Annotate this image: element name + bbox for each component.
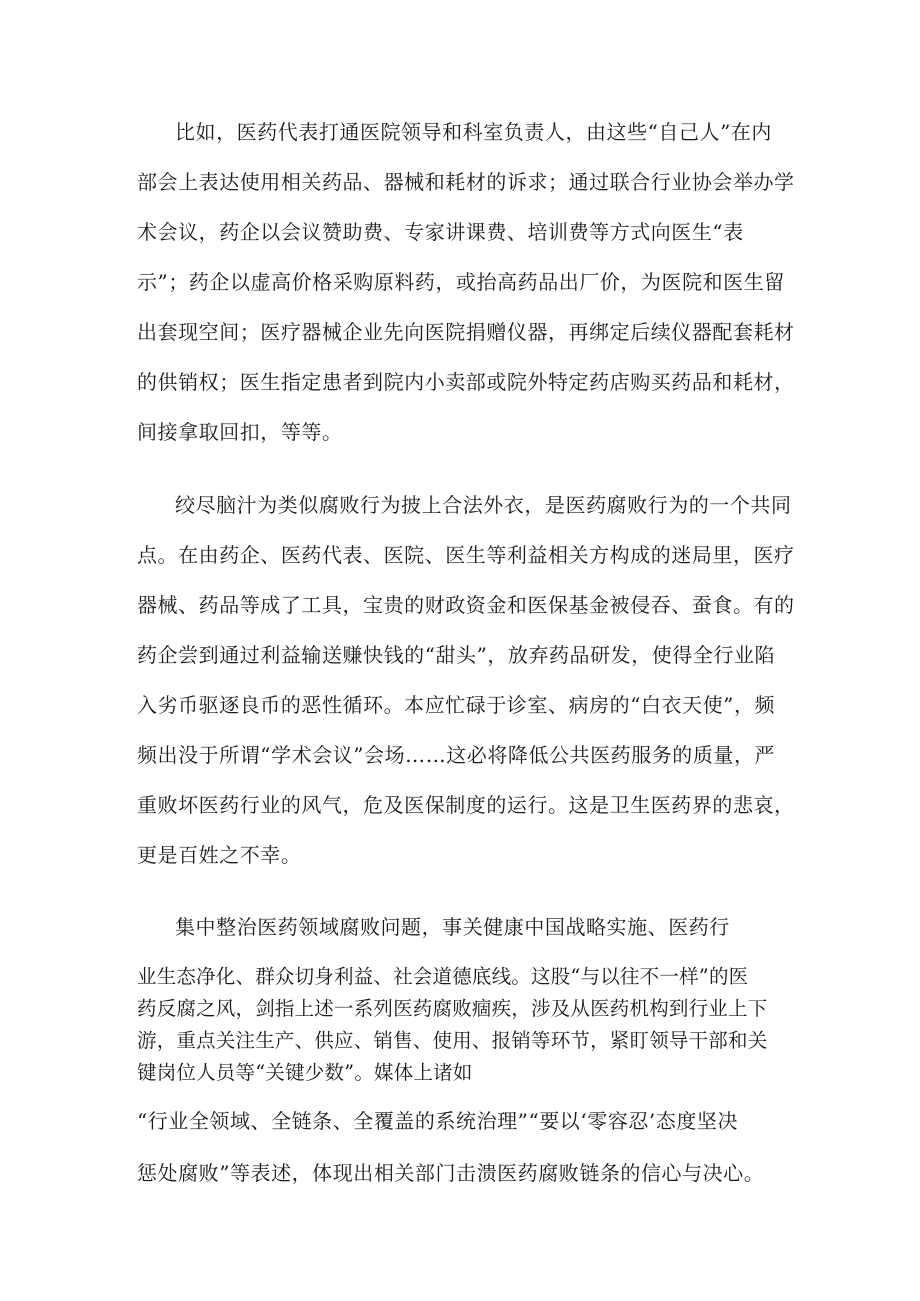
paragraph-1-line-6: 的供销权；医生指定患者到院内小卖部或院外特定药店购买药品和耗材， [137, 370, 795, 394]
paragraph-3-line-3: 药反腐之风，剑指上述一系列医药腐败痼疾，涉及从医药机构到行业上下 [137, 997, 768, 1020]
paragraph-3-line-2: 业生态净化、群众切身利益、社会道德底线。这股“与以往不一样”的医 [137, 965, 749, 988]
paragraph-3-line-7: 惩处腐败”等表述，体现出相关部门击溃医药腐败链条的信心与决心。 [137, 1161, 765, 1185]
paragraph-2-line-8: 更是百姓之不幸。 [137, 843, 302, 867]
paragraph-3-line-6: “行业全领域、全链条、全覆盖的系统治理”“要以‘零容忍’态度坚决 [137, 1109, 738, 1133]
paragraph-3-line-5: 键岗位人员等“关键少数”。媒体上诸如 [137, 1061, 473, 1084]
paragraph-1-line-7: 间接拿取回扣，等等。 [137, 420, 343, 444]
paragraph-1-line-3: 术会议，药企以会议赞助费、专家讲课费、培训费等方式向医生“表 [137, 220, 744, 244]
paragraph-2-line-6: 频出没于所谓“学术会议”会场……这必将降低公共医药服务的质量，严 [137, 743, 776, 767]
paragraph-1-line-2: 部会上表达使用相关药品、器械和耗材的诉求；通过联合行业协会举办学 [137, 170, 795, 194]
paragraph-2-line-7: 重败坏医药行业的风气，危及医保制度的运行。这是卫生医药界的悲哀， [137, 793, 795, 817]
paragraph-1-line-5: 出套现空间；医疗器械企业先向医院捐赠仪器，再绑定后续仪器配套耗材 [137, 320, 795, 344]
paragraph-2-line-3: 器械、药品等成了工具，宝贵的财政资金和医保基金被侵吞、蚕食。有的 [137, 593, 795, 617]
paragraph-3-line-4: 游，重点关注生产、供应、销售、使用、报销等环节，紧盯领导干部和关 [137, 1029, 768, 1052]
paragraph-2-line-2: 点。在由药企、医药代表、医院、医生等利益相关方构成的迷局里，医疗 [137, 543, 795, 567]
paragraph-3-line-1: 集中整治医药领域腐败问题，事关健康中国战略实施、医药行 [175, 915, 730, 939]
paragraph-1-line-4: 示”；药企以虚高价格采购原料药，或抬高药品出厂价，为医院和医生留 [137, 270, 785, 294]
paragraph-2-line-4: 药企尝到通过利益输送赚快钱的“甜头”，放弃药品研发，使得全行业陷 [137, 643, 776, 667]
paragraph-2-line-5: 入劣币驱逐良币的恶性循环。本应忙碌于诊室、病房的“白衣天使”，频 [137, 693, 776, 717]
paragraph-2-line-1: 绞尽脑汁为类似腐败行为披上合法外衣，是医药腐败行为的一个共同 [175, 493, 792, 517]
paragraph-1-line-1: 比如，医药代表打通医院领导和科室负责人，由这些“自己人”在内 [175, 120, 772, 144]
